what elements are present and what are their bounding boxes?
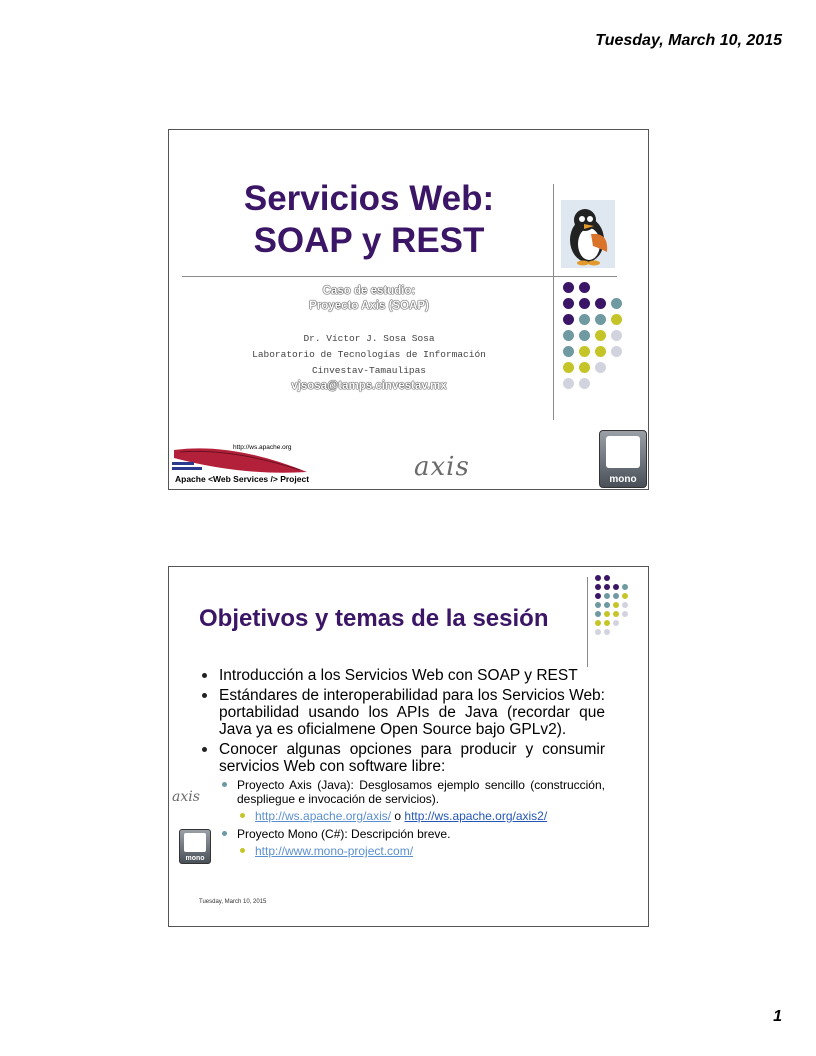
bullet-list: [219, 667, 605, 862]
decorative-dot: [563, 378, 574, 389]
decorative-dot: [622, 593, 628, 599]
axis-logo: axis: [414, 452, 470, 482]
mono-logo: [599, 430, 647, 488]
author-email: vjsosa@tamps.cinvestav.mx: [291, 380, 447, 392]
decorative-dot: [611, 298, 622, 309]
decorative-dot: [604, 611, 610, 617]
decorative-dot: [579, 330, 590, 341]
penguin-icon: [561, 200, 615, 268]
decorative-dot: [613, 620, 619, 626]
decorative-dot: [595, 602, 601, 608]
decorative-dot: [563, 346, 574, 357]
decorative-dot: [595, 362, 606, 373]
decorative-dot: [604, 593, 610, 599]
mono-link[interactable]: http://www.mono-project.com/: [255, 844, 414, 858]
decorative-dot: [611, 346, 622, 357]
decorative-dot: [563, 314, 574, 325]
decorative-dot: [622, 611, 628, 617]
decorative-dot: [563, 362, 574, 373]
mono-logo-label: mono: [185, 855, 205, 862]
decorative-dot: [595, 330, 606, 341]
title-line-1: Servicios Web:: [243, 179, 495, 218]
sub-bullet-item: Proyecto Mono (C#): Descripción breve.: [237, 827, 605, 841]
bullet-item: Introducción a los Servicios Web con SOAP y REST: [219, 667, 605, 684]
decorative-dot: [595, 575, 601, 581]
title-line-2: SOAP y REST: [253, 221, 485, 260]
decorative-dot: [613, 593, 619, 599]
mono-monkey-icon: [184, 833, 206, 852]
objectives-slide: [168, 566, 649, 927]
link-bullet-item: [255, 809, 605, 823]
decorative-dot: [563, 330, 574, 341]
link-separator: o: [391, 809, 405, 823]
decorative-dot: [579, 346, 590, 357]
divider-vertical: [587, 577, 588, 667]
apache-url: http://ws.apache.org: [233, 444, 292, 451]
divider-vertical: [553, 184, 554, 420]
axis2-link[interactable]: http://ws.apache.org/axis2/: [404, 809, 548, 823]
axis-logo-small: axis: [172, 789, 200, 805]
mono-monkey-icon: [606, 436, 640, 468]
decorative-dot: [613, 611, 619, 617]
decorative-dot: [595, 314, 606, 325]
decorative-dot: [595, 346, 606, 357]
decorative-dot: [604, 584, 610, 590]
decorative-dot: [579, 314, 590, 325]
decorative-dot: [579, 298, 590, 309]
decorative-dot: [563, 298, 574, 309]
decorative-dot: [604, 575, 610, 581]
sub-bullet-item: Proyecto Axis (Java): Desglosamos ejemplo sencillo (construcción, despliegue e invocación de servicios).: [237, 778, 605, 806]
lab-name: Laboratorio de Tecnologías de Información: [252, 349, 486, 360]
divider-horizontal: [182, 276, 617, 277]
decorative-dot: [579, 378, 590, 389]
decorative-dot: [613, 602, 619, 608]
case-study-label: Caso de estudio:: [322, 285, 416, 297]
decorative-dot: [579, 362, 590, 373]
decorative-dot: [595, 620, 601, 626]
title-slide: [168, 129, 649, 490]
slide-title: [209, 178, 529, 262]
decorative-dot: [622, 602, 628, 608]
author-name: Dr. Víctor J. Sosa Sosa: [303, 333, 435, 344]
decorative-dot: [604, 620, 610, 626]
decorative-dot: [595, 629, 601, 635]
apache-caption: Apache <Web Services /> Project: [175, 474, 310, 484]
decorative-dot: [604, 629, 610, 635]
decorative-dot: [595, 593, 601, 599]
decorative-dot: [595, 584, 601, 590]
decorative-dot: [563, 282, 574, 293]
institution-name: Cinvestav-Tamaulipas: [311, 365, 427, 376]
decorative-dot: [604, 602, 610, 608]
mono-logo-label: mono: [609, 474, 637, 485]
slide-footer-date: Tuesday, March 10, 2015: [199, 899, 267, 905]
decorative-dot: [622, 584, 628, 590]
decorative-dot: [595, 611, 601, 617]
decorative-dot: [611, 314, 622, 325]
page-number: 1: [773, 1008, 782, 1025]
case-study-project: Proyecto Axis (SOAP): [309, 300, 429, 312]
link-bullet-item: [255, 844, 605, 858]
bullet-item: Conocer algunas opciones para producir y consumir servicios Web con software libre:: [219, 741, 605, 775]
decorative-dot: [595, 298, 606, 309]
axis-link[interactable]: http://ws.apache.org/axis/: [255, 809, 392, 823]
decorative-dot: [611, 330, 622, 341]
mono-logo-small: [179, 829, 211, 864]
decorative-dot: [613, 584, 619, 590]
bullet-item: Estándares de interoperabilidad para los Servicios Web: portabilidad usando los APIs de Java (recordar que Java ya es oficialmene Open Source bajo GPLv2).: [219, 687, 605, 738]
slide-title: Objetivos y temas de la sesión: [199, 605, 549, 632]
decorative-dot: [579, 282, 590, 293]
page-date: Tuesday, March 10, 2015: [595, 32, 782, 49]
